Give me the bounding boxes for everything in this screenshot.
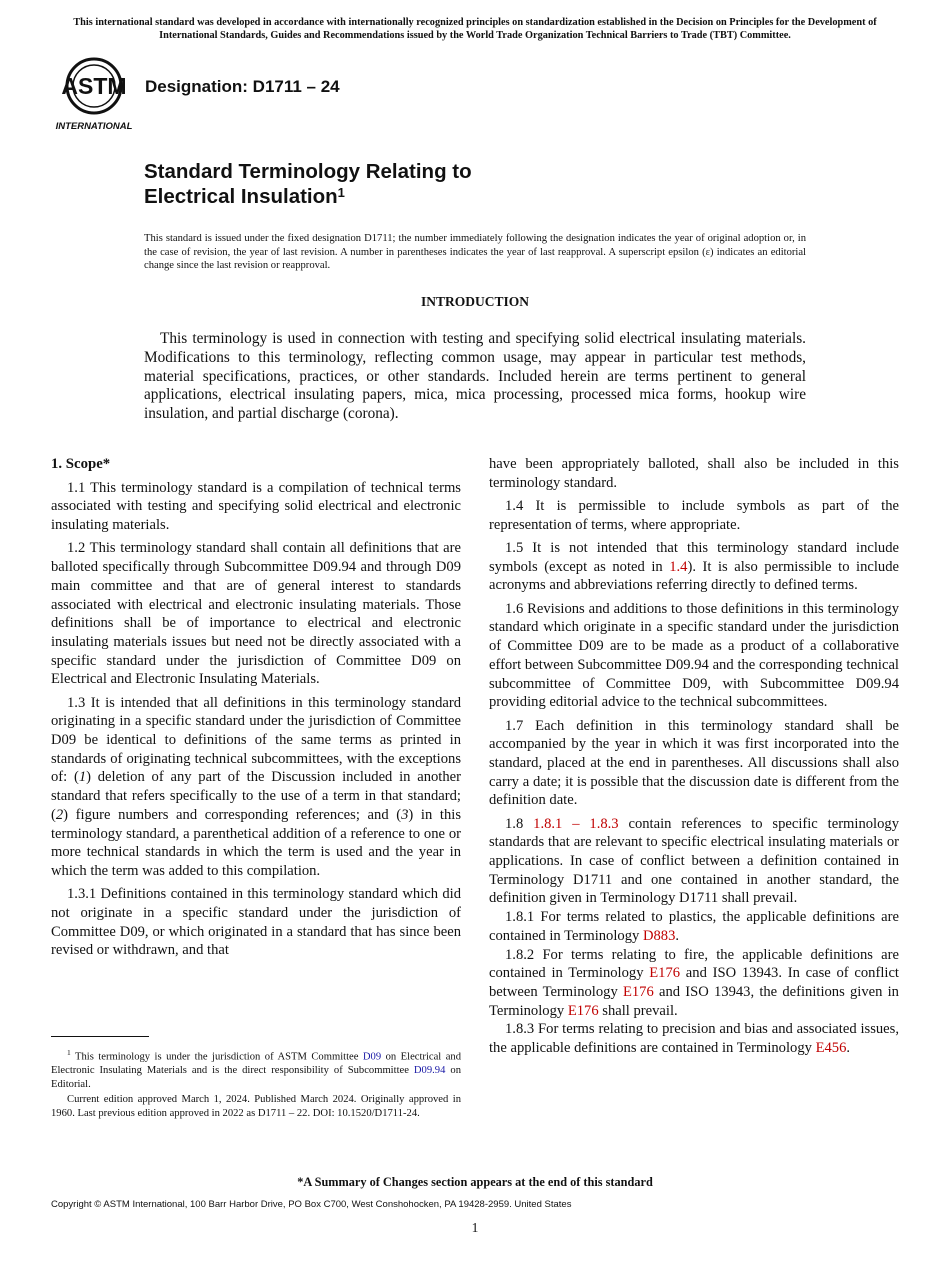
- introduction-text: This terminology is used in connection with testing and specifying solid electrical insulating materials. Modifications to this terminology, reflecting common usage, may appear in particular test methods, material specifications, practices, or other standards. Included herein are terms pertinent to general applications, electrical insulating papers, mica, mica processing, processed mica forms, hookup wire insulation, and partial discharge (corona).: [144, 330, 806, 423]
- paragraph-1-8: 1.8 1.8.1 – 1.8.3 contain references to specific terminology standards that are relevant to specific electrical insulating materials or applications. In case of conflict between a definition contained in Terminology D1711 and one contained in another standard, the definition given in Terminology D1711 shall prevail.: [489, 815, 900, 907]
- logo-subtext: INTERNATIONAL: [55, 121, 133, 132]
- footnotes: [51, 1046, 461, 1122]
- left-column: [51, 455, 461, 960]
- footnote-1: $^1$ This terminology is under the jurisdiction of ASTM Committee D09 on Electrical and Electronic Insulating Materials and is the direct responsibility of Subcommittee D09.94 on Editorial.: [51, 1048, 462, 1090]
- summary-of-changes-note: *A Summary of Changes section appears at the end of this standard: [297, 1175, 653, 1189]
- link-e176[interactable]: E176: [649, 965, 681, 982]
- issued-note: This standard is issued under the fixed designation D1711; the number immediately following the designation indicates the year of original adoption or, in the case of revision, the year of last revision. A number in parentheses indicates the year of last reapproval. A superscript epsilon (ε) indicates an editorial change since the last revision or reapproval.: [144, 233, 806, 272]
- paragraph-1-1: 1.1 This terminology standard is a compilation of technical terms associated with testing and specifying solid electrical and electronic insulating materials.: [51, 479, 461, 534]
- tbt-notice: This international standard was developed in accordance with internationally recognized principles on standardization established in the Decision on Principles for the Development of International Standards, Guides and Recommendations issued by the World Trade Organization Technical Barriers to Trade (TBT) Committee.: [73, 17, 877, 41]
- logo-text: ASTM: [61, 73, 127, 99]
- page-number: 1: [471, 1220, 479, 1235]
- copyright: Copyright © ASTM International, 100 Barr Harbor Drive, PO Box C700, West Conshohocken, PA 19428-2959. United States: [51, 1199, 572, 1210]
- title-line-1: Standard Terminology Relating to: [144, 160, 472, 183]
- paragraph-1-8-1: 1.8.1 For terms related to plastics, the applicable definitions are contained in Terminology D883.: [489, 909, 899, 944]
- link-d09-94[interactable]: D09.94: [413, 1065, 446, 1077]
- section-heading-scope: 1. Scope*: [51, 456, 111, 472]
- footnote-edition: Current edition approved March 1, 2024. Published March 2024. Originally approved in 1960. Last previous edition approved in 2022 as D1711 – 22. DOI: 10.1520/D1711-24.: [51, 1094, 461, 1119]
- link-d09[interactable]: D09: [362, 1051, 382, 1063]
- paragraph-1-6: 1.6 Revisions and additions to those definitions in this terminology standard which originate in a specific standard under the jurisdiction of Committee D09 are to be made as a product of a collaborative effort between Subcommittee D09.94 and the corresponding technical subcommittee of Committee D09, with Subcommittee D09.94 providing editorial advice to the technical subcommittees.: [489, 600, 899, 711]
- footnote-divider: [51, 1036, 149, 1037]
- link-1-8-1-to-1-8-3[interactable]: 1.8.1 – 1.8.3: [533, 815, 619, 832]
- paragraph-1-4: 1.4 It is permissible to include symbols as part of the representation of terms, where appropriate.: [489, 498, 899, 533]
- astm-logo-icon: [52, 56, 136, 132]
- link-e456[interactable]: E456: [815, 1040, 847, 1057]
- designation: Designation: D1711 – 24: [145, 77, 340, 96]
- paragraph-1-3: 1.3 It is intended that all definitions in this terminology standard originating in a specific standard under the jurisdiction of Committee D09 be identical to definitions of the same terms as printed in standards of originating technical subcommittees, with the exceptions of: (1) deletion of any part of the Discussion included in another standard that refers specifically to the use of a term in that standard; (2) figure numbers and corresponding references; and (3) in this terminology standard, a parenthetical addition of a reference to one or more technical standards in which the term is used and the year in which the term was added to this compilation.: [51, 694, 462, 879]
- paragraph-1-8-2: 1.8.2 For terms relating to fire, the applicable definitions are contained in Terminology E176 and ISO 13943. In case of conflict between Terminology E176 and ISO 13943, the definitions given in Terminology E176 shall prevail.: [489, 946, 899, 1019]
- paragraph-1-3-1-continued: have been appropriately balloted, shall also be included in this terminology standard.: [489, 456, 899, 491]
- introduction-heading: INTRODUCTION: [420, 294, 529, 309]
- document-title: [144, 159, 744, 209]
- link-e176[interactable]: E176: [622, 983, 654, 1000]
- title-footnote-ref: 1: [337, 185, 345, 200]
- title-line-2: Electrical Insulation$^1$: [144, 185, 345, 208]
- link-1-4[interactable]: 1.4: [669, 558, 688, 575]
- link-e176[interactable]: E176: [567, 1002, 599, 1019]
- paragraph-1-5: 1.5 It is not intended that this terminology standard include symbols (except as noted in 1.4). It is also permissible to include acronyms and abbreviations referring directly to defined terms.: [489, 540, 899, 594]
- right-column: [489, 455, 899, 1058]
- paragraph-1-7: 1.7 Each definition in this terminology standard shall be accompanied by the year in which it was first incorporated into the standard, placed at the end in parentheses. All discussions shall also carry a date; it is possible that the discussion date is different from the definition date.: [489, 717, 899, 809]
- paragraph-1-2: 1.2 This terminology standard shall contain all definitions that are balloted specifically through Subcommittee D09.94 and through D09 main committee and that are of general interest to standards associated with electrical and electronic insulating materials. Those definitions shall be of importance to electrical and electronic insulating materials issues but need not be directly associated with a specific standard under the jurisdiction of Committee D09 on Electrical and Electronic Insulating Materials.: [51, 540, 461, 688]
- paragraph-1-8-3: 1.8.3 For terms relating to precision and bias and associated issues, the applicable definitions are contained in Terminology E456.: [489, 1021, 899, 1057]
- paragraph-1-3-1: 1.3.1 Definitions contained in this terminology standard which did not originate in a specific standard under the jurisdiction of Committee D09, or which originated in a standard that has since been revised or withdrawn, and that: [51, 886, 461, 959]
- link-d883[interactable]: D883: [642, 927, 676, 944]
